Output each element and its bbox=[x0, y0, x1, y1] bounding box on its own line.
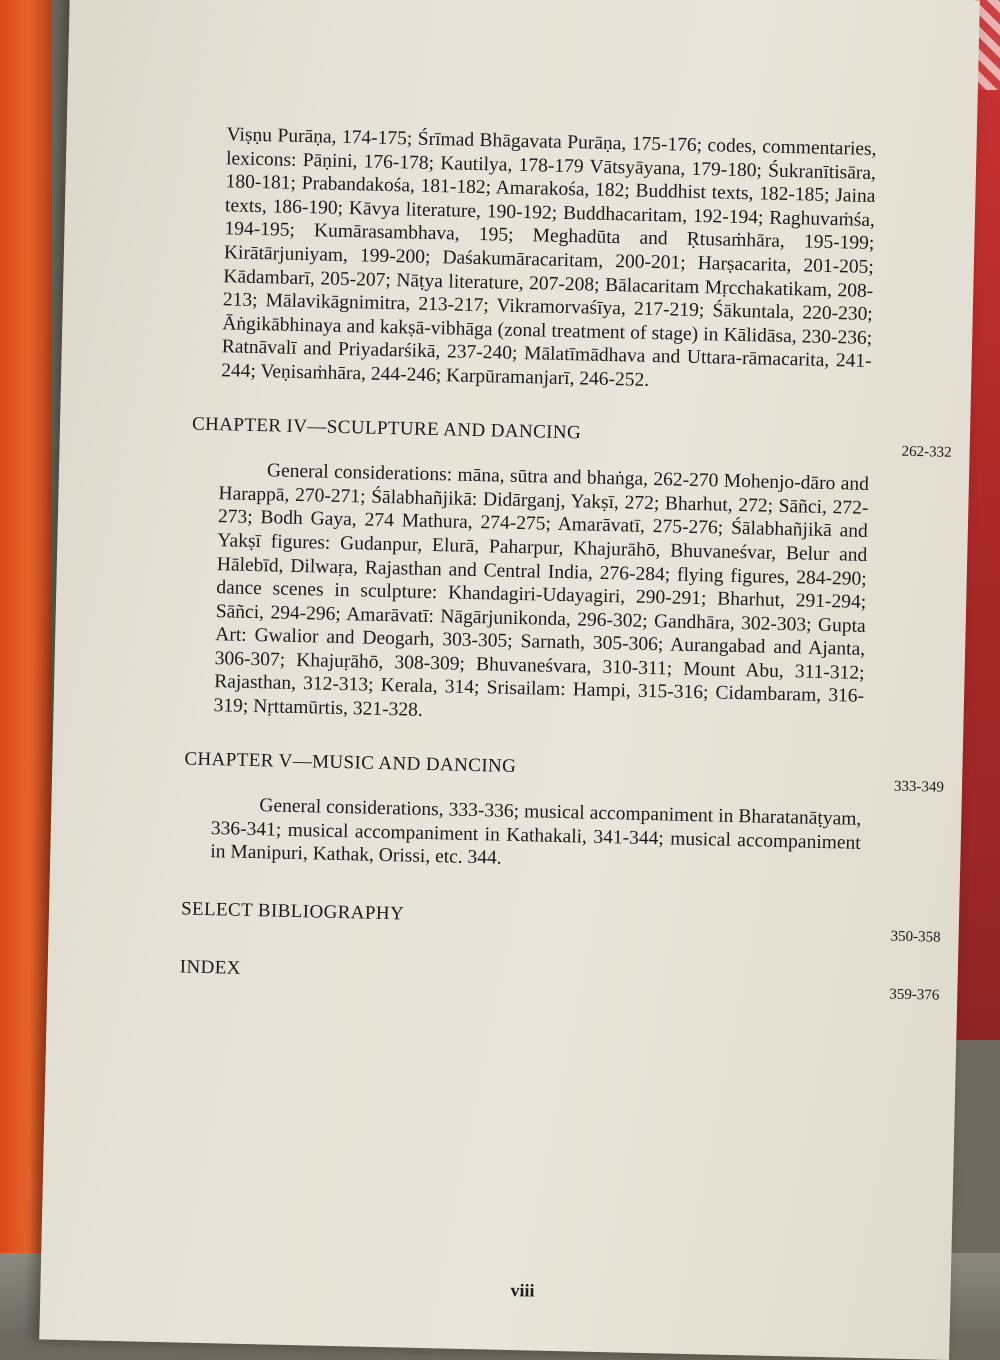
chapter5-title: CHAPTER V—MUSIC AND DANCING bbox=[184, 748, 517, 777]
chapter4-title: CHAPTER IV—SCULPTURE AND DANCING bbox=[191, 413, 582, 443]
index-row bbox=[179, 955, 940, 1004]
index-pages: 359-376 bbox=[889, 986, 940, 1004]
bibliography-pages: 350-358 bbox=[890, 928, 941, 946]
index-title: INDEX bbox=[179, 956, 242, 979]
contents-text bbox=[179, 123, 952, 1004]
bibliography-title: SELECT BIBLIOGRAPHY bbox=[180, 898, 405, 925]
chapter4-heading-row bbox=[191, 412, 952, 461]
book-page bbox=[39, 0, 980, 1360]
bibliography-row bbox=[180, 897, 941, 946]
chapter3-continued-text: Viṣṇu Purāṇa, 174-175; Śrīmad Bhāgavata Purāṇa, 175-176; codes, commentaries, lexicons: Pāṇini, 176-178; Kautilya, 178-179 Vātsyāyana, 179-180; Śukranītisāra, 180-181; Prabandakośa, 181-182; Amarakośa, 182; Buddhist texts, 182-185; Jaina texts, 186-190; Kāvya literature, 190-192; Buddhacaritam, 192-194; Raghuvaṁśa, 194-195; Kumārasambhava, 195; Meghadūta and Ṛtusaṁhāra, 195-199; Kirātārjuniyam, 199-200; Daśakumāracaritam, 200-201; Harṣacarita, 201-205; Kādambarī, 205-207; Nāṭya literature, 207-208; Bālacaritam Mṛcchakatikam, 208-213; Mālavikāgnimitra, 213-217; Vikramorvaśīya, 217-219; Śākuntala, 220-230; Āṅgikābhinaya and kakṣā-vibhāga (zonal treatment of stage) in Kālidāsa, 230-236; Ratnāvalī and Priyadarśikā, 237-240; Mālatīmādhava and Uttara-rāmacarita, 241-244; Veṇisaṁhāra, 244-246; Karpūramanjarī, 246-252. bbox=[221, 124, 877, 391]
chapter5-pages: 333-349 bbox=[893, 778, 945, 796]
chapter5-heading-row bbox=[184, 747, 945, 796]
page-number: viii bbox=[510, 1280, 535, 1301]
chapter4-text: General considerations: māna, sūtra and bhaṅga, 262-270 Mohenjo-dāro and Harappā, 270-271; Śālabhañjikā: Didārganj, Yakṣī, 272; Bharhut, 272; Sāñci, 272-273; Bodh Gaya, 274 Mathura, 274-275; Amarāvatī, 275-276; Śālabhañjikā and Yakṣī figures: Gudanpur, Elurā, Paharpur, Khajurāhō, Bhuvaneśvar, Belur and Hālebīd, Dilwaṛa, Rajasthan and Central India, 276-284; flying figures, 284-290; dance scenes in sculpture: Khandagiri-Udayagiri, 290-291; Bharhut, 291-294; Sāñci, 294-296; Amarāvatī: Nāgārjunikonda, 296-302; Gandhāra, 302-303; Gupta Art: Gwalior and Deogarh, 303-305; Sarnath, 305-306; Aurangabad and Ajanta, 306-307; Khajuṛāhō, 308-309; Bhuvaneśvara, 310-311; Mount Abu, 311-312; Rajasthan, 312-313; Kerala, 314; Srisailam: Hampi, 315-316; Cidambaram, 316-319; Nṛttamūrtis, 321-328. bbox=[213, 460, 870, 721]
chapter4-pages: 262-332 bbox=[901, 443, 952, 461]
chapter5-text: General considerations, 333-336; musical accompaniment in Bharatanāṭyam, 336-341; musical accompaniment in Kathakali, 341-344; musical accompaniment in Manipuri, Kathak, Orissi, etc. 344. bbox=[210, 795, 862, 870]
